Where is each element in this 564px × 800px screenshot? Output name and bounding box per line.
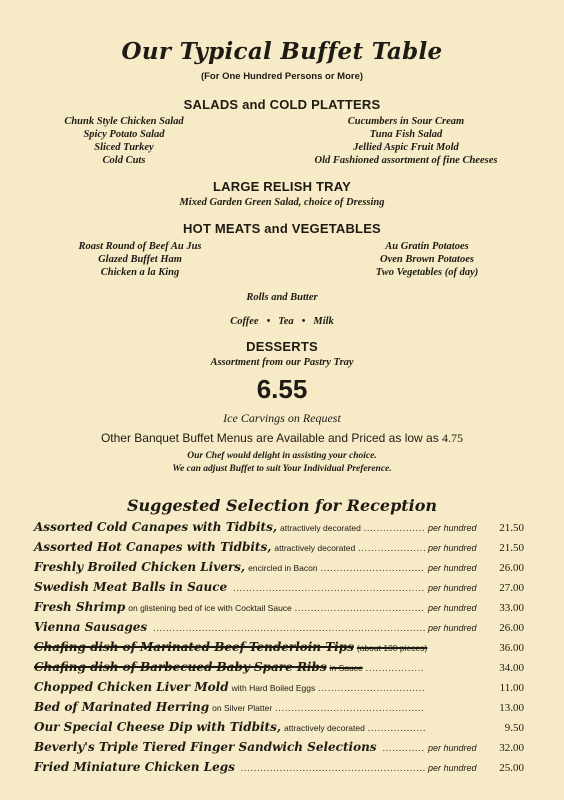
- item-price: 11.00: [499, 682, 524, 694]
- ice-carvings-note: Ice Carvings on Request: [223, 411, 341, 425]
- leader-dots: [358, 543, 425, 553]
- other-menus-note: [0, 431, 564, 446]
- table-row: [34, 520, 524, 540]
- item-name: Chafing dish of Barbecued Baby Spare Ribs: [34, 660, 327, 674]
- item-unit: per hundred: [428, 743, 477, 753]
- list-item: Two Vegetables (of day): [375, 267, 479, 278]
- item-desc: in Sauce: [329, 663, 363, 673]
- item-price: 26.00: [499, 562, 524, 574]
- leader-dots: [275, 703, 425, 713]
- table-row: [34, 720, 524, 740]
- item-name: Chafing dish of Marinated Beef Tenderloin Tips: [34, 640, 354, 654]
- item-unit: per hundred: [428, 523, 477, 533]
- drink-tea: Tea: [278, 316, 294, 327]
- item-desc: attractively decorated: [280, 523, 361, 533]
- item-unit: per hundred: [428, 543, 477, 553]
- list-item: Roast Round of Beef Au Jus: [78, 241, 202, 252]
- item-desc: attractively decorated: [274, 543, 356, 553]
- chef-note-1: Our Chef would delight in assisting your choice.: [187, 451, 377, 461]
- table-row: [34, 540, 524, 560]
- item-name: Assorted Cold Canapes with Tidbits,: [34, 520, 277, 534]
- item-unit: per hundred: [428, 763, 477, 773]
- table-row: [34, 700, 524, 720]
- hot-right-list: [330, 240, 524, 279]
- table-row: [34, 740, 524, 760]
- relish-heading: LARGE RELISH TRAY: [213, 179, 351, 194]
- other-menus-text: Other Banquet Buffet Menus are Available and Priced as low as: [100, 431, 439, 445]
- list-item: Chicken a la King: [100, 267, 180, 278]
- item-unit: per hundred: [428, 603, 477, 613]
- item-desc: (about 100 pieces): [356, 643, 428, 653]
- item-name: Vienna Sausages: [34, 620, 148, 634]
- item-name: Bed of Marinated Herring: [34, 700, 210, 714]
- table-row: [34, 620, 524, 640]
- item-name: Fried Miniature Chicken Legs: [34, 760, 235, 774]
- item-price: 25.00: [499, 762, 524, 774]
- item-unit: per hundred: [428, 563, 477, 573]
- leader-dots: [383, 743, 425, 753]
- table-row: [34, 760, 524, 780]
- list-item: Tuna Fish Salad: [369, 129, 443, 140]
- item-name: Assorted Hot Canapes with Tidbits,: [34, 540, 272, 554]
- item-name: Freshly Broiled Chicken Livers,: [34, 560, 246, 574]
- buffet-price: 6.55: [256, 374, 308, 404]
- list-item: Glazed Buffet Ham: [98, 254, 182, 265]
- list-item: Oven Brown Potatoes: [380, 254, 474, 265]
- list-item: Spicy Potato Salad: [83, 129, 165, 140]
- leader-dots: [366, 663, 425, 673]
- item-price: 32.00: [499, 742, 524, 754]
- salads-heading: SALADS and COLD PLATTERS: [183, 97, 381, 112]
- list-item: Cucumbers in Sour Cream: [347, 116, 465, 127]
- table-row: [34, 600, 524, 620]
- reception-heading: Suggested Selection for Reception: [126, 496, 438, 515]
- item-unit: per hundred: [428, 623, 477, 633]
- leader-dots: [368, 723, 425, 733]
- leader-dots: [241, 763, 425, 773]
- item-desc: attractively decorated: [284, 723, 365, 733]
- list-item: Cold Cuts: [102, 155, 146, 166]
- bullet-icon: •: [301, 316, 306, 327]
- leader-dots: [321, 563, 425, 573]
- item-price: 27.00: [499, 582, 524, 594]
- leader-dots: [153, 623, 425, 633]
- salads-right-list: [288, 115, 524, 167]
- chef-note-2: We can adjust Buffet to suit Your Individual Preference.: [172, 464, 392, 474]
- reception-list: [34, 520, 524, 780]
- drink-coffee: Coffee: [230, 316, 259, 327]
- item-price: 13.00: [499, 702, 524, 714]
- item-unit: per hundred: [428, 583, 477, 593]
- hot-heading: HOT MEATS and VEGETABLES: [183, 221, 381, 236]
- page-subtitle: (For One Hundred Persons or More): [200, 71, 364, 82]
- item-desc: with Hard Boiled Eggs: [231, 683, 316, 693]
- item-name: Chopped Chicken Liver Mold: [34, 680, 229, 694]
- list-item: Jellied Aspic Fruit Mold: [353, 142, 459, 153]
- hot-left-list: [40, 240, 240, 279]
- list-item: Sliced Turkey: [94, 142, 154, 153]
- item-price: 36.00: [499, 642, 524, 654]
- desserts-text: Assortment from our Pastry Tray: [210, 357, 354, 368]
- list-item: Chunk Style Chicken Salad: [64, 116, 184, 127]
- leader-dots: [364, 523, 425, 533]
- desserts-heading: DESSERTS: [246, 339, 318, 354]
- list-item: Au Gratin Potatoes: [385, 241, 469, 252]
- rolls-line: Rolls and Butter: [246, 292, 318, 303]
- table-row: [34, 640, 524, 660]
- item-price: 21.50: [499, 542, 524, 554]
- page-title: Our Typical Buffet Table: [121, 38, 443, 65]
- drinks-line: [0, 316, 564, 327]
- item-desc: on Silver Platter: [212, 703, 273, 713]
- table-row: [34, 560, 524, 580]
- item-name: Swedish Meat Balls in Sauce: [34, 580, 228, 594]
- drink-milk: Milk: [313, 316, 334, 327]
- item-price: 26.00: [499, 622, 524, 634]
- item-price: 9.50: [504, 722, 524, 734]
- salads-left-list: [24, 115, 224, 167]
- table-row: [34, 680, 524, 700]
- table-row: [34, 580, 524, 600]
- item-price: 33.00: [499, 602, 524, 614]
- table-row: [34, 660, 524, 680]
- other-menus-price: 4.75: [442, 431, 464, 445]
- item-desc: encircled in Bacon: [248, 563, 318, 573]
- leader-dots: [295, 603, 425, 613]
- leader-dots: [233, 583, 425, 593]
- item-name: Fresh Shrimp: [34, 600, 126, 614]
- item-price: 21.50: [499, 522, 524, 534]
- leader-dots: [318, 683, 425, 693]
- item-name: Beverly's Triple Tiered Finger Sandwich Selections: [34, 740, 377, 754]
- list-item: Old Fashioned assortment of fine Cheeses: [314, 155, 498, 166]
- item-price: 34.00: [499, 662, 524, 674]
- relish-text: Mixed Garden Green Salad, choice of Dressing: [179, 197, 385, 208]
- item-name: Our Special Cheese Dip with Tidbits,: [34, 720, 282, 734]
- bullet-icon: •: [266, 316, 271, 327]
- item-desc: on glistening bed of ice with Cocktail Sauce: [128, 603, 292, 613]
